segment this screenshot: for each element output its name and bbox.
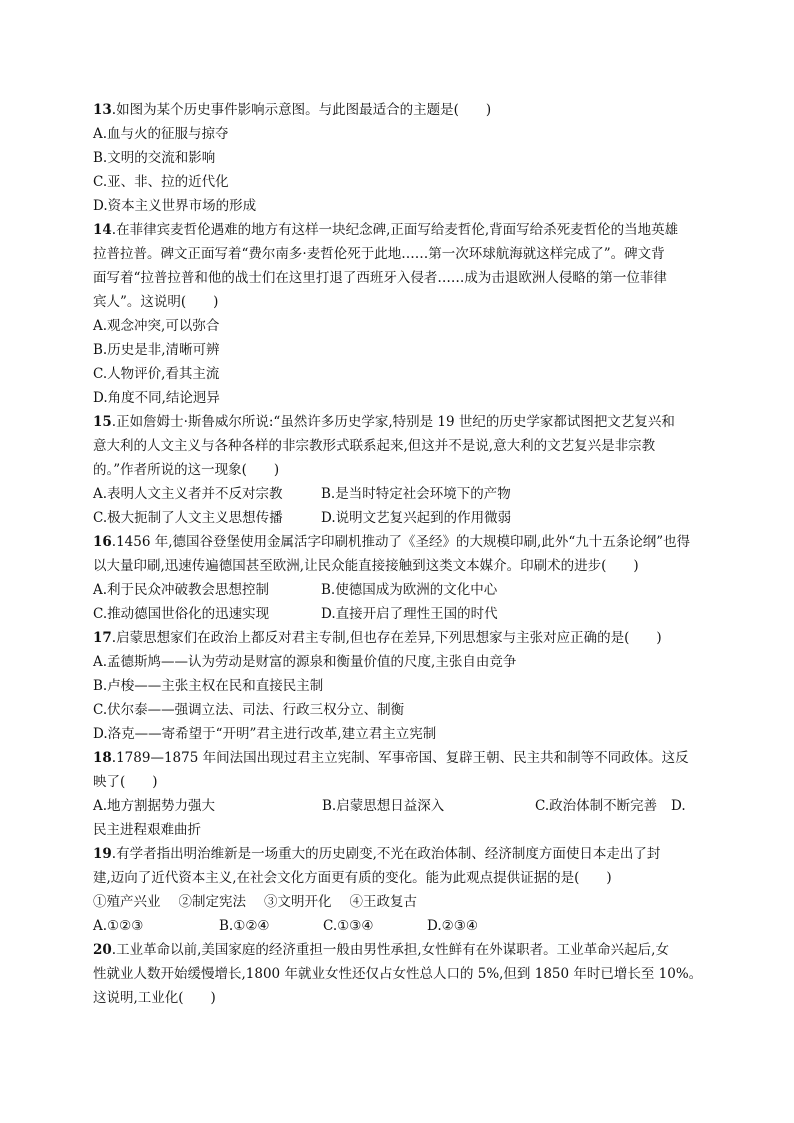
option-a: A.观念冲突,可以弥合 xyxy=(93,318,220,334)
option-c: C.政治体制不断完善 xyxy=(535,798,658,814)
stem-text: .有学者指出明治维新是一场重大的历史剧变,不光在政治体制、经济制度方面使日本走出了封 xyxy=(111,846,661,862)
question-number: 14 xyxy=(93,222,112,238)
question-stem xyxy=(93,98,705,122)
stem-text: .1456 年,德国谷登堡使用金属活字印刷机推动了《圣经》的大规模印刷,此外“九十五条论纲”也得 xyxy=(111,534,691,550)
option-a: A.血与火的征服与掠夺 xyxy=(93,126,229,142)
option-b: B.使德国成为欧洲的文化中心 xyxy=(321,582,498,598)
option-row xyxy=(93,794,705,818)
option-b: B.历史是非,清晰可辨 xyxy=(93,342,220,358)
option-a: A.利于民众冲破教会思想控制 xyxy=(93,582,270,598)
option-a: A.孟德斯鸠——认为劳动是财富的源泉和衡量价值的尺度,主张自由竞争 xyxy=(93,654,517,670)
question-16 xyxy=(93,530,705,626)
question-stem xyxy=(93,410,705,434)
statement-1: ①殖产兴业 xyxy=(93,894,161,910)
option-row xyxy=(93,506,705,530)
option-row xyxy=(93,578,705,602)
option-c: C.推动德国世俗化的迅速实现 xyxy=(93,606,270,622)
question-stem xyxy=(93,530,705,554)
statement-row xyxy=(93,890,705,914)
stem-line: 面写着“拉普拉普和他的战士们在这里打退了西班牙入侵者……成为击退欧洲人侵略的第一位菲律 xyxy=(93,270,667,286)
stem-text: .在菲律宾麦哲伦遇难的地方有这样一块纪念碑,正面写给麦哲伦,背面写给杀死麦哲伦的当地英雄 xyxy=(111,222,679,238)
stem-line: 这说明,工业化( ) xyxy=(93,990,216,1006)
option-b: B.是当时特定社会环境下的产物 xyxy=(321,486,511,502)
question-stem xyxy=(93,938,705,962)
option-row xyxy=(93,602,705,626)
option-c: C.人物评价,看其主流 xyxy=(93,366,220,382)
question-17 xyxy=(93,626,705,746)
option-b: B.文明的交流和影响 xyxy=(93,150,216,166)
option-row xyxy=(93,482,705,506)
option-d: D.说明文艺复兴起到的作用微弱 xyxy=(321,510,512,526)
statement-4: ④王政复古 xyxy=(349,894,417,910)
stem-line: 宾人”。这说明( ) xyxy=(93,294,219,310)
stem-text: .正如詹姆士·斯鲁威尔所说:“虽然许多历史学家,特别是 19 世纪的历史学家都试图把文艺复兴和 xyxy=(111,414,675,430)
question-13 xyxy=(93,98,705,218)
question-number: 17 xyxy=(93,630,112,646)
option-a: A.表明人文主义者并不反对宗教 xyxy=(93,486,283,502)
option-c: C.伏尔泰——强调立法、司法、行政三权分立、制衡 xyxy=(93,702,405,718)
question-stem xyxy=(93,842,705,866)
stem-text: .工业革命以前,美国家庭的经济重担一般由男性承担,女性鲜有在外谋职者。工业革命兴起后,女 xyxy=(111,942,669,958)
question-number: 19 xyxy=(93,846,112,862)
question-number: 13 xyxy=(93,102,112,118)
statement-2: ②制定宪法 xyxy=(178,894,246,910)
option-d: D.资本主义世界市场的形成 xyxy=(93,198,257,214)
question-list xyxy=(93,98,705,1010)
stem-line: 性就业人数开始缓慢增长,1800 年就业女性还仅占女性总人口的 5%,但到 1850 年时已增长至 10%。 xyxy=(93,966,703,982)
question-number: 16 xyxy=(93,534,112,550)
question-20 xyxy=(93,938,705,1010)
stem-line: 的。”作者所说的这一现象( ) xyxy=(93,462,280,478)
option-c: C.亚、非、拉的近代化 xyxy=(93,174,229,190)
option-row xyxy=(93,914,705,938)
question-19 xyxy=(93,842,705,938)
option-c: C.极大扼制了人文主义思想传播 xyxy=(93,510,283,526)
stem-line: 意大利的人文主义与各种各样的非宗教形式联系起来,但这并不是说,意大利的文艺复兴是非宗教 xyxy=(93,438,656,454)
question-number: 20 xyxy=(93,942,112,958)
statement-3: ③文明开化 xyxy=(264,894,332,910)
option-b: B.卢梭——主张主权在民和直接民主制 xyxy=(93,678,324,694)
question-15 xyxy=(93,410,705,530)
stem-line: 建,迈向了近代资本主义,在社会文化方面更有质的变化。能为此观点提供证据的是( ) xyxy=(93,870,612,886)
stem-line: 以大量印刷,迅速传遍德国甚至欧洲,让民众能直接接触到这类文本媒介。印刷术的进步( ) xyxy=(93,558,639,574)
option-d: D. xyxy=(671,798,686,814)
option-d-wrap: 民主进程艰难曲折 xyxy=(93,822,201,838)
question-stem xyxy=(93,626,705,650)
stem-text: .如图为某个历史事件影响示意图。与此图最适合的主题是( ) xyxy=(111,102,492,118)
question-stem xyxy=(93,746,705,770)
option-b: B.启蒙思想日益深入 xyxy=(322,798,445,814)
option-d: D.直接开启了理性王国的时代 xyxy=(321,606,498,622)
option-b: B.①②④ xyxy=(219,918,270,934)
option-d: D.角度不同,结论迥异 xyxy=(93,390,220,406)
question-number: 18 xyxy=(93,750,112,766)
option-d: D.②③④ xyxy=(427,918,478,934)
stem-line: 映了( ) xyxy=(93,774,158,790)
question-14 xyxy=(93,218,705,410)
question-stem xyxy=(93,218,705,242)
question-number: 15 xyxy=(93,414,112,430)
option-c: C.①③④ xyxy=(323,918,374,934)
stem-line: 拉普拉普。碑文正面写着“费尔南多·麦哲伦死于此地……第一次环球航海就这样完成了”。碑文背 xyxy=(93,246,665,262)
option-a: A.地方割据势力强大 xyxy=(93,798,216,814)
stem-text: .启蒙思想家们在政治上都反对君主专制,但也存在差异,下列思想家与主张对应正确的是( ) xyxy=(111,630,662,646)
question-18 xyxy=(93,746,705,842)
stem-text: .1789—1875 年间法国出现过君主立宪制、军事帝国、复辟王朝、民主共和制等不同政体。这反 xyxy=(111,750,689,766)
option-d: D.洛克——寄希望于“开明”君主进行改革,建立君主立宪制 xyxy=(93,726,437,742)
option-a: A.①②③ xyxy=(93,918,144,934)
